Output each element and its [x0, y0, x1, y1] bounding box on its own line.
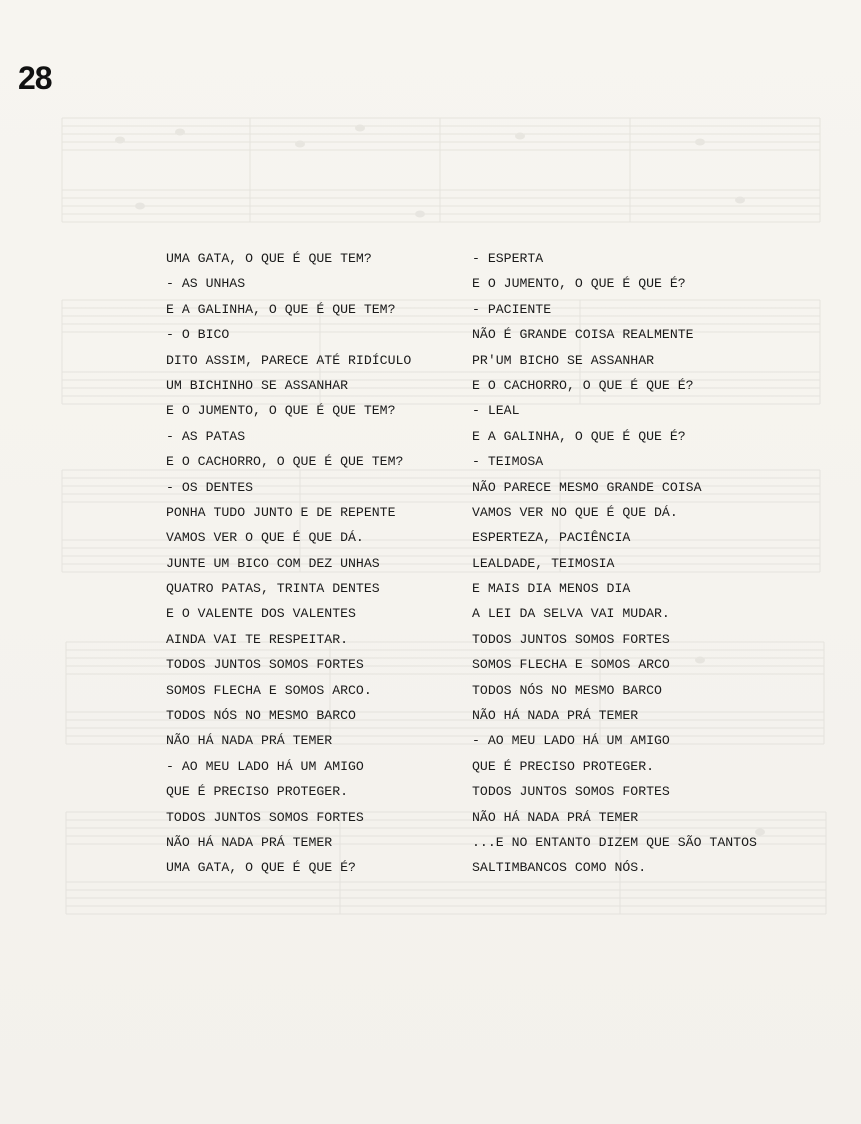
lyric-line: QUE É PRECISO PROTEGER. [166, 784, 349, 800]
lyric-line: SOMOS FLECHA E SOMOS ARCO [472, 657, 670, 673]
lyric-line: A LEI DA SELVA VAI MUDAR. [472, 606, 670, 622]
lyric-line: DITO ASSIM, PARECE ATÉ RIDÍCULO [166, 352, 412, 368]
lyric-line: JUNTE UM BICO COM DEZ UNHAS [166, 555, 380, 571]
lyric-line: E A GALINHA, O QUE É QUE TEM? [166, 301, 396, 317]
lyric-line: SOMOS FLECHA E SOMOS ARCO. [166, 682, 372, 698]
lyric-line: E O VALENTE DOS VALENTES [166, 606, 356, 622]
lyric-line: QUE É PRECISO PROTEGER. [472, 758, 655, 774]
lyric-line: AINDA VAI TE RESPEITAR. [166, 631, 349, 647]
lyric-line: VAMOS VER O QUE É QUE DÁ. [166, 530, 364, 546]
lyric-line: PR'UM BICHO SE ASSANHAR [472, 352, 655, 368]
lyric-line: PONHA TUDO JUNTO E DE REPENTE [166, 504, 396, 520]
lyric-line: - LEAL [472, 403, 520, 419]
lyric-line: TODOS JUNTOS SOMOS FORTES [166, 657, 364, 673]
lyric-line: TODOS JUNTOS SOMOS FORTES [472, 631, 670, 647]
lyric-line: E O JUMENTO, O QUE É QUE É? [472, 276, 686, 292]
lyric-line: LEALDADE, TEIMOSIA [472, 555, 615, 571]
lyric-line: - O BICO [166, 327, 230, 343]
lyric-line: E A GALINHA, O QUE É QUE É? [472, 428, 686, 444]
lyric-line: NÃO HÁ NADA PRÁ TEMER [166, 834, 333, 850]
lyric-line: - ESPERTA [472, 251, 544, 266]
lyric-line: NÃO É GRANDE COISA REALMENTE [472, 327, 694, 343]
lyric-line: E MAIS DIA MENOS DIA [472, 581, 631, 597]
lyric-line: - PACIENTE [472, 301, 552, 317]
lyric-line: NÃO HÁ NADA PRÁ TEMER [166, 733, 333, 749]
lyric-line: NÃO HÁ NADA PRÁ TEMER [472, 809, 639, 825]
lyric-line: TODOS JUNTOS SOMOS FORTES [472, 784, 670, 800]
lyric-line: NÃO HÁ NADA PRÁ TEMER [472, 708, 639, 724]
page-number: 28 [18, 60, 52, 96]
lyric-line: E O CACHORRO, O QUE É QUE TEM? [166, 454, 404, 470]
lyric-line: VAMOS VER NO QUE É QUE DÁ. [472, 504, 678, 520]
lyric-line: UM BICHINHO SE ASSANHAR [166, 377, 349, 393]
lyric-line: QUATRO PATAS, TRINTA DENTES [166, 581, 380, 597]
lyric-line: TODOS JUNTOS SOMOS FORTES [166, 809, 364, 825]
lyric-line: E O CACHORRO, O QUE É QUE É? [472, 377, 694, 393]
lyrics-right-column [472, 246, 757, 881]
lyric-line: UMA GATA, O QUE É QUE É? [166, 860, 356, 876]
lyrics-left-column [166, 246, 411, 881]
lyric-line: - AO MEU LADO HÁ UM AMIGO [166, 758, 364, 774]
lyric-line: - AS PATAS [166, 428, 246, 444]
lyric-line: - TEIMOSA [472, 454, 544, 470]
lyric-line: ESPERTEZA, PACIÊNCIA [472, 530, 631, 546]
lyric-line: - OS DENTES [166, 479, 254, 495]
lyric-line: UMA GATA, O QUE É QUE TEM? [166, 251, 372, 266]
lyric-line: TODOS NÓS NO MESMO BARCO [472, 682, 662, 698]
lyric-line: ...E NO ENTANTO DIZEM QUE SÃO TANTOS [472, 834, 757, 850]
lyric-line: TODOS NÓS NO MESMO BARCO [166, 708, 356, 724]
lyric-line: - AO MEU LADO HÁ UM AMIGO [472, 733, 670, 749]
lyric-line: E O JUMENTO, O QUE É QUE TEM? [166, 403, 396, 419]
lyric-line: - AS UNHAS [166, 276, 246, 292]
lyric-line: NÃO PARECE MESMO GRANDE COISA [472, 479, 702, 495]
lyric-line: SALTIMBANCOS COMO NÓS. [472, 860, 647, 876]
